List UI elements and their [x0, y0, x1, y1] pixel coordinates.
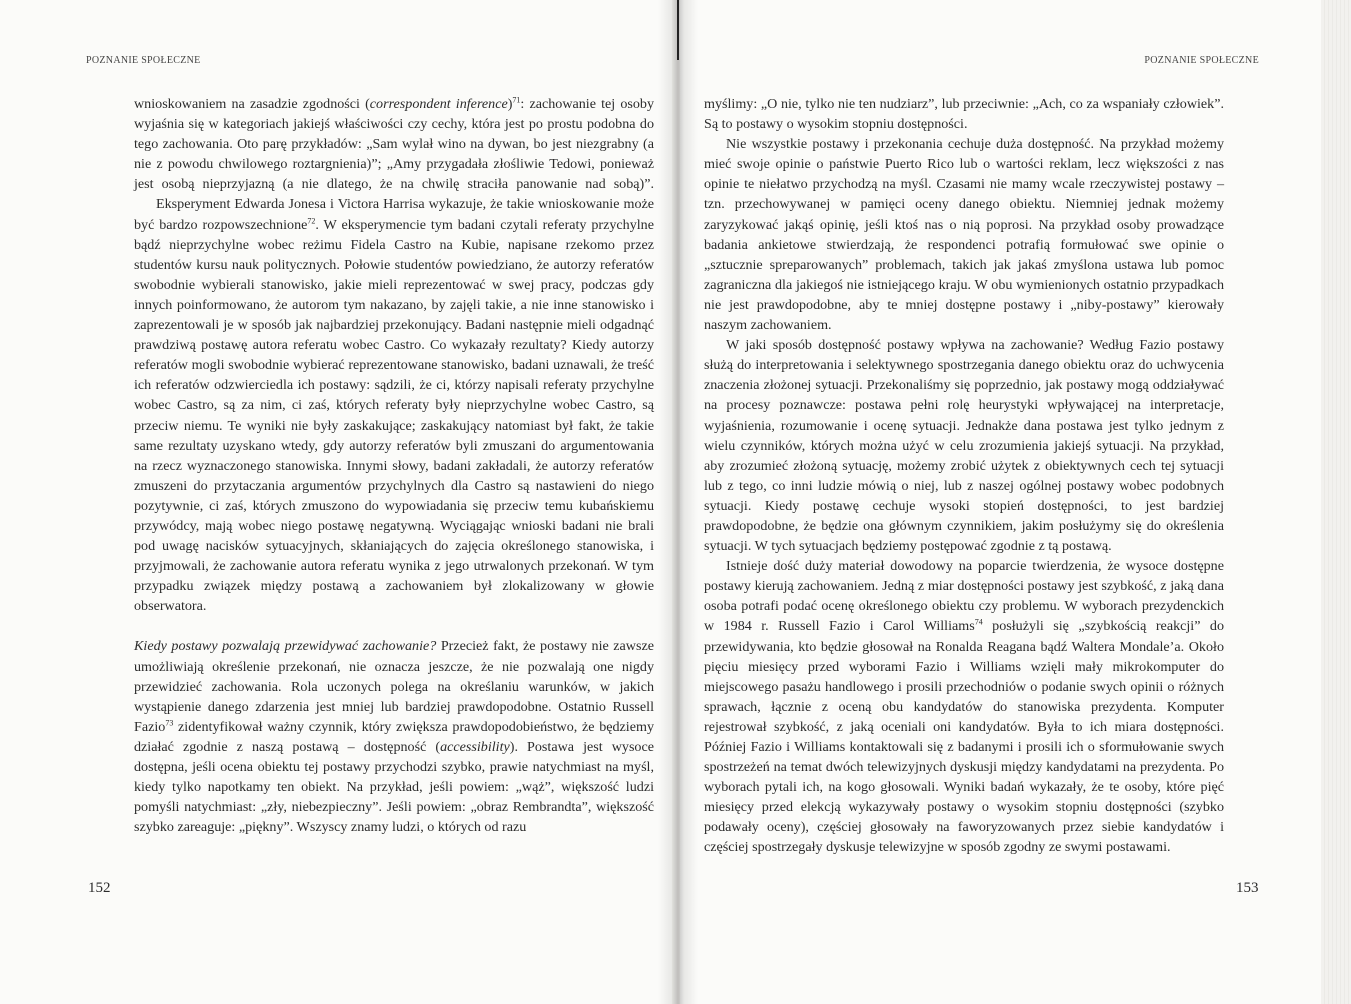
- paragraph: Nie wszystkie postawy i przekonania cechuje duża dostępność. Na przykład możemy mieć swoje opinie o państwie Puerto Rico lub o wartości reklam, lecz większości z nas opinie te niełatwo przychodzą na myśl. Czasami nie mamy wcale rzeczywistej postawy – tzn. przechowywanej w pamięci oceny danego obiektu. Niemniej jednak możemy zaryzykować jakąś opinię, jeśli ktoś nas o nią poprosi. Na przykład osoby prowadzące badania ankietowe stwierdzają, że respondenci potrafią formułować swe opinie o „sztucznie spreparowanych” problemach, takich jak jakaś zmyślona ustawa lub pomoc zagraniczna dla jakiegoś nie istniejącego kraju. W obu wymienionych ostatnio przypadkach nie jest prawdopodobne, aby te mniej dostępne postawy i „niby-postawy” kierowały naszym zachowaniem.: [704, 136, 1224, 334]
- footnote-ref: 71: [512, 95, 521, 105]
- left-text-column: [134, 94, 654, 837]
- running-head-left: POZNANIE SPOŁECZNE: [86, 55, 201, 66]
- page-number-right: 153: [1236, 880, 1259, 896]
- paragraph: W jaki sposób dostępność postawy wpływa na zachowanie? Według Fazio postawy służą do interpretowania i selektywnego spostrzegania danego obiektu oraz do uchwycenia znaczenia złożonej sytuacji. Przekonaliśmy się poprzednio, jak postawy mogą oddziaływać na procesy poznawcze: postawa pełni rolę heurystyki wpływającej na interpretacje, wyjaśnienia, rozumowanie i ocenę sytuacji. Jednakże dana postawa jest tylko jednym z wielu czynników, których można użyć w celu zrozumienia jakiejś sytuacji. Na przykład, aby zrozumieć złożoną sytuację, możemy zrobić użytek z obiektywnych cech tej sytuacji lub z tego, co inni ludzie mówią o niej, lub z naszej ogólnej postawy wobec podobnych sytuacji. Kiedy postawę cechuje wysoki stopień dostępności, to jest bardziej prawdopodobne, że będzie ona głównym czynnikiem, jakim posłużymy się do określenia sytuacji. W tych sytuacjach będziemy postępować zgodnie z tą postawą.: [704, 337, 1224, 555]
- footnote-ref: 72: [307, 215, 316, 225]
- right-page: [680, 0, 1351, 1004]
- binding-crease: [677, 0, 679, 60]
- right-text-column: [704, 94, 1224, 858]
- running-head-right: POZNANIE SPOŁECZNE: [1144, 55, 1259, 66]
- footnote-ref: 73: [165, 718, 174, 728]
- page-edges: [1321, 0, 1351, 1004]
- paragraph: Kiedy postawy pozwalają przewidywać zachowanie? Przecież fakt, że postawy nie zawsze umożliwiają określenie przekonań, nie oznacza jeszcze, że nie pozwalają one nigdy przewidzieć zachowania. Rola uczonych polega na określaniu warunków, w jakich wystąpienie danego zdarzenia jest mniej lub bardziej prawdopodobne. Ostatnio Russell Fazio$^{73}$ zidentyfikował ważny czynnik, który zwiększa prawdopodobieństwo, że będziemy działać zgodnie z naszą postawą – dostępność (accessibility). Postawa jest wysoce dostępna, jeśli ocena obiektu tej postawy przychodzi szybko, prawie natychmiast na myśl, kiedy tylko napotkamy ten obiekt. Na przykład, jeśli powiem: „wąż”, większość ludzi pomyśli natychmiast: „zły, niebezpieczny”. Jeśli powiem: „obraz Rembrandta”, większość szybko zareaguje: „piękny”. Wszyscy znamy ludzi, o których od razu: [134, 638, 654, 836]
- paragraph: wnioskowaniem na zasadzie zgodności (correspondent inference)$^{71}$: zachowanie tej osoby wyjaśnia się w kategoriach jakiejś właściwości czy cechy, która jest po prostu podobna do tego zachowania. Oto parę przykładów: „Sam wylał wino na dywan, bo jest niezgrabny (a nie z powodu chwilowego roztargnienia)”; „Amy przygadała złośliwie Tedowi, ponieważ jest osobą nieprzyjazną (a nie dlatego, że na chwilę straciła panowanie nad sobą)”.: [134, 95, 655, 193]
- paragraph: myślimy: „O nie, tylko nie ten nudziarz”, lub przeciwnie: „Ach, co za wspaniały człowiek”. Są to postawy o wysokim stopniu dostępności.: [704, 96, 1224, 133]
- footnote-ref: 74: [974, 617, 983, 627]
- section-heading: Kiedy postawy pozwalają przewidywać zachowanie?: [134, 638, 437, 655]
- book-gutter-shadow: [658, 0, 698, 1004]
- left-page: [0, 0, 672, 1004]
- paragraph: Eksperyment Edwarda Jonesa i Victora Harrisa wykazuje, że takie wnioskowanie może być bardzo rozpowszechnione$^{72}$. W eksperymencie tym badani czytali referaty przychylne bądź nieprzychylne wobec reżimu Fidela Castro na Kubie, napisane rzekomo przez studentów kursu nauk politycznych. Połowie studentów powiedziano, że autorzy referatów swobodnie wybierali stanowisko, jakie mieli reprezentować w swej pracy, podczas gdy innych poinformowano, że autorom tym nakazano, by zajęli takie, a nie inne stanowisko i zaprezentowali je w sposób jak najbardziej przekonujący. Badani następnie mieli odgadnąć prawdziwą postawę autora referatu wobec Castro. Co wykazały rezultaty? Kiedy autorzy referatów mogli swobodnie wybierać reprezentowane stanowisko, badani uznawali, że treść ich referatów odzwierciedla ich postawy: sądzili, że ci, którzy napisali referaty przychylne wobec Castro, są za nim, ci zaś, których referaty były nieprzychylne wobec Castro, są przeciw niemu. Te wyniki nie były zaskakujące; zaskakujący natomiast był fakt, że takie same rezultaty uzyskano wtedy, gdy autorzy referatów byli zmuszani do argumentowania na rzecz wyznaczonego stanowiska. Innymi słowy, badani zakładali, że autorzy referatów zmuszeni do przytaczania argumentów przychylnych dla Castro są nastawieni do niego pozytywnie, ci zaś, których zmuszono do wypowiadania się przeciw temu kubańskiemu przywódcy, mają wobec niego postawę negatywną. Wyciągając wnioski badani nie brali pod uwagę nacisków sytuacyjnych, skłaniających do zajęcia określonego stanowiska, i przyjmowali, że zachowanie autora referatu wynika z jego utrwalonych przekonań. W tym przypadku związek między postawą a zachowaniem był zlokalizowany w głowie obserwatora.: [134, 196, 654, 615]
- paragraph: Istnieje dość duży materiał dowodowy na poparcie twierdzenia, że wysoce dostępne postawy kierują zachowaniem. Jedną z miar dostępności postawy jest szybkość, z jaką dana osoba potrafi podać ocenę określonego obiektu czy problemu. W wyborach prezydenckich w 1984 r. Russell Fazio i Carol Williams$^{74}$ posłużyli się „szybkością reakcji” do przewidywania, kto będzie głosował na Ronalda Reagana bądź Waltera Mondale’a. Około pięciu miesięcy przed wyborami Fazio i Williams wzięli mały mikrokomputer do miejscowego pasażu handlowego i prosili przechodniów o podanie swych opinii o różnych sprawach, łącznie z oceną obu kandydatów do stanowiska prezydenta. Komputer rejestrował szybkość, z jaką oceniali oni kandydatów. Była to ich miara dostępności. Później Fazio i Williams kontaktowali się z badanymi i prosili ich o sformułowanie swych spostrzeżeń na temat dwóch telewizyjnych dyskusji między kandydatami na prezydenta. Po wyborach pytali ich, na kogo głosowali. Wyniki badań wykazały, że te osoby, które pięć miesięcy przed elekcją wykazywały postawy o wysokim stopniu dostępności (szybko podawały oceny), częściej głosowały na faworyzowanych przez siebie kandydatów i częściej spostrzegały dyskusje telewizyjne w sposób zgodny ze swymi postawami.: [704, 558, 1224, 856]
- page-number-left: 152: [88, 880, 111, 896]
